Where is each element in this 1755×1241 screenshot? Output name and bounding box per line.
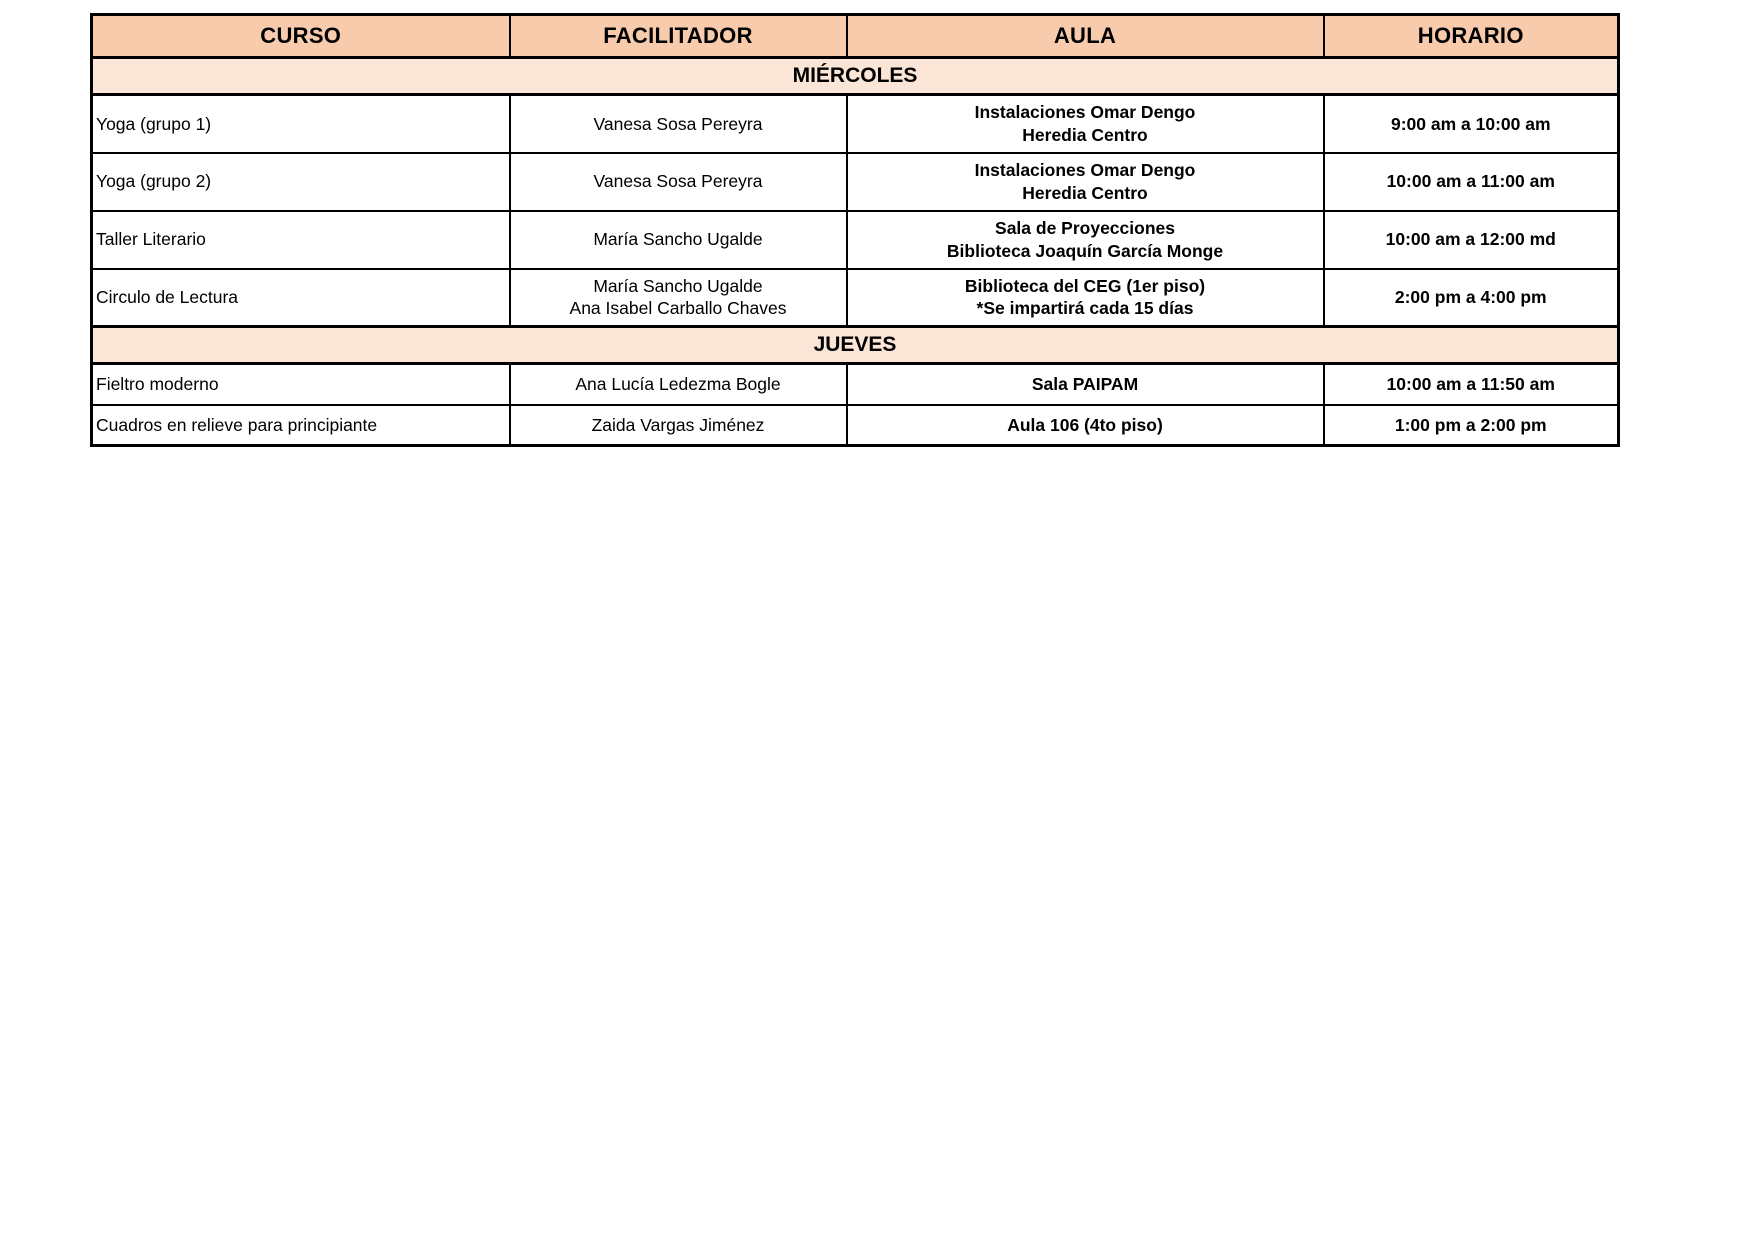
day-section-row — [92, 58, 1619, 95]
aula-line: Biblioteca del CEG (1er piso) — [964, 275, 1206, 296]
facilitador-line: Ana Lucía Ledezma Bogle — [575, 374, 781, 395]
table-row — [92, 95, 1619, 153]
facilitador-line: María Sancho Ugalde — [593, 275, 763, 296]
cell-facilitador — [510, 405, 847, 446]
aula-line: Instalaciones Omar Dengo — [974, 102, 1196, 123]
cell-aula — [847, 405, 1324, 446]
aula-line: Biblioteca Joaquín García Monge — [946, 240, 1224, 261]
cell-curso: Yoga (grupo 2) — [92, 153, 510, 211]
cell-curso: Taller Literario — [92, 211, 510, 269]
facilitador-line: María Sancho Ugalde — [593, 229, 763, 250]
cell-horario: 1:00 pm a 2:00 pm — [1324, 405, 1619, 446]
cell-curso: Cuadros en relieve para principiante — [92, 405, 510, 446]
day-section-row — [92, 327, 1619, 364]
aula-line: Instalaciones Omar Dengo — [974, 160, 1196, 181]
cell-horario: 2:00 pm a 4:00 pm — [1324, 269, 1619, 327]
table-row — [92, 364, 1619, 405]
table-row — [92, 269, 1619, 327]
facilitador-line: Vanesa Sosa Pereyra — [593, 113, 763, 134]
facilitador-line: Vanesa Sosa Pereyra — [593, 171, 763, 192]
cell-facilitador — [510, 269, 847, 327]
aula-line: Heredia Centro — [1022, 124, 1148, 145]
cell-curso: Circulo de Lectura — [92, 269, 510, 327]
cell-aula — [847, 153, 1324, 211]
cell-aula — [847, 364, 1324, 405]
aula-line: *Se impartirá cada 15 días — [976, 298, 1194, 319]
aula-line: Sala de Proyecciones — [995, 218, 1175, 239]
course-schedule-table — [90, 13, 1620, 447]
cell-facilitador — [510, 211, 847, 269]
column-header-horario: HORARIO — [1324, 15, 1619, 58]
cell-horario: 10:00 am a 11:00 am — [1324, 153, 1619, 211]
table-row — [92, 153, 1619, 211]
column-header-aula: AULA — [847, 15, 1324, 58]
aula-line: Aula 106 (4to piso) — [1007, 414, 1163, 435]
day-header-miercoles: MIÉRCOLES — [92, 58, 1619, 95]
cell-aula — [847, 95, 1324, 153]
day-header-jueves: JUEVES — [92, 327, 1619, 364]
column-header-facilitador: FACILITADOR — [510, 15, 847, 58]
table-header-row — [92, 15, 1619, 58]
aula-line: Sala PAIPAM — [1031, 374, 1139, 395]
column-header-curso: CURSO — [92, 15, 510, 58]
facilitador-line: Ana Isabel Carballo Chaves — [569, 298, 787, 319]
cell-aula — [847, 211, 1324, 269]
cell-facilitador — [510, 95, 847, 153]
cell-facilitador — [510, 364, 847, 405]
aula-line: Heredia Centro — [1022, 182, 1148, 203]
cell-horario: 10:00 am a 11:50 am — [1324, 364, 1619, 405]
cell-curso: Yoga (grupo 1) — [92, 95, 510, 153]
cell-aula — [847, 269, 1324, 327]
cell-horario: 10:00 am a 12:00 md — [1324, 211, 1619, 269]
cell-horario: 9:00 am a 10:00 am — [1324, 95, 1619, 153]
facilitador-line: Zaida Vargas Jiménez — [591, 414, 765, 435]
cell-curso: Fieltro moderno — [92, 364, 510, 405]
table-row — [92, 211, 1619, 269]
cell-facilitador — [510, 153, 847, 211]
table-row — [92, 405, 1619, 446]
